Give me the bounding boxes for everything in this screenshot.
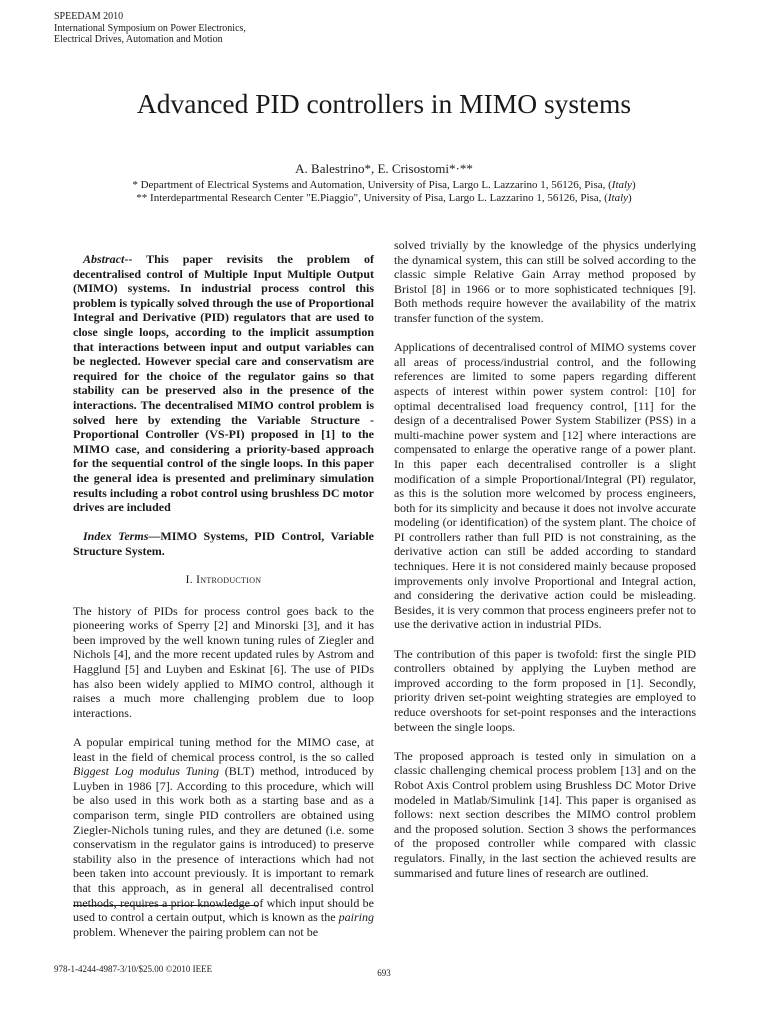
index-terms-lead: Index Terms bbox=[83, 529, 149, 544]
right-paragraph-2: Applications of decentralised control of MIMO systems cover all areas of process/industrial control, and the following references are limited to some papers regarding different aspects of interest within power system control: [10] for optimal decentralised load frequency control, [11] for the design of a decentralised Power System Stabilizer (PSS) in a multi-machine power system and [12] where interactions are compensated to enlarge the operative range of a power plant. In this paper each decentralised controller is a slight modification of a simple Proportional/Integral (PI) regulator, as this is the solution more welcomed by process engineers, both for its simplicity and because it does not involve accurate modeling (or identification) of the system plant. The choice of PI controllers rather than full PID is not constraining, as the derivative action can still be added according to standard techniques. Here it is not considered mainly because proposed improvements only involve Proportional and Integral action, and considering the derivative action could be misleading. Besides, it is very common that process engineers prefer not to use the derivative action in industrial PIDs. bbox=[394, 340, 696, 632]
right-column bbox=[394, 238, 696, 895]
affiliation-1 bbox=[0, 179, 768, 192]
intro-paragraph-2-b: (BLT) method, introduced by Luyben in 1986 [7]. According to this procedure, which will be also used in this work both as a starting base and as a comparison term, single PID controllers are obtained using Ziegler-Nichols tuning rules, and they are detuned (i.e. some conservatism in the regulator gains is introduced) to preserve stability also in the presence of interactions which had not been taken into account previously. It is important to remark that this approach, as in general all decentralised control methods, requires a prior knowledge of which input should be used to control a certain output, which is known as the bbox=[73, 764, 374, 925]
footer-isbn: 978-1-4244-4987-3/10/$25.00 ©2010 IEEE bbox=[54, 964, 213, 974]
intro-paragraph-2 bbox=[73, 735, 374, 939]
affiliation-2-country: Italy bbox=[607, 192, 629, 204]
affiliation-1-text: * Department of Electrical Systems and Automation, University of Pisa, Largo L. Lazzarino 1, 56126, Pisa, ( bbox=[132, 179, 612, 191]
conference-header bbox=[54, 11, 246, 46]
page-number: 693 bbox=[377, 968, 391, 978]
right-paragraph-1: solved trivially by the knowledge of the physics underlying the dynamical system, this can still be solved according to the classic simple Relative Gain Array method proposed by Bristol [8] in 1966 or to more sophisticated techniques [9]. Both methods require however the availability of the matrix transfer function of the system. bbox=[394, 238, 696, 325]
abstract bbox=[73, 252, 374, 515]
conference-subtitle-line2: Electrical Drives, Automation and Motion bbox=[54, 34, 223, 45]
conference-name: SPEEDAM 2010 bbox=[54, 11, 124, 22]
affiliation-2-close: ) bbox=[628, 192, 632, 204]
section-title: Introduction bbox=[196, 574, 262, 587]
affiliation-2 bbox=[0, 192, 768, 205]
left-column bbox=[73, 238, 374, 954]
intro-paragraph-1: The history of PIDs for process control goes back to the pioneering works of Sperry [2] and Minorski [3], and it has been improved by the well known tuning rules of Ziegler and Nichols [4], and the more recent updated rules by Astrom and Hagglund [5] and Luyben and Eskinat [6]. The use of PIDs has also been widely applied to MIMO control, although it raises a much more challenging problem due to loop interactions. bbox=[73, 603, 374, 720]
conference-subtitle-line1: International Symposium on Power Electronics, bbox=[54, 22, 246, 34]
affiliation-1-country: Italy bbox=[611, 179, 632, 191]
abstract-body: -- This paper revisits the problem of decentralised control of Multiple Input Multiple Output (MIMO) systems. In industrial process control this problem is typically solved through the use of Proportional Integral and Derivative (PID) regulators that are used to close single loops, according to the implicit assumption that interactions between input and output variables can be neglected. However special care and conservatism are required for the choice of the regulator gains so that stability can be preserved also in the presence of the interactions. The decentralised MIMO control problem is solved here by extending the Variable Structure - Proportional Controller (VS-PI) proposed in [1] to the MIMO case, and considering a priority-based approach for the sequential control of the single loops. In this paper the general idea is presented and preliminary simulation results including a robot control using brushless DC motor drives are included bbox=[73, 252, 374, 515]
intro-paragraph-2-c: problem. Whenever the pairing problem can not be bbox=[73, 924, 319, 939]
right-paragraph-3: The contribution of this paper is twofold: first the single PID controllers obtained by applying the Luyben method are improved according to the form proposed in [1]. Secondly, priority driven set-point weighting strategies are employed to reduce overshoots for set-point responses and the interactions between the single loops. bbox=[394, 646, 696, 734]
paper-title: Advanced PID controllers in MIMO systems bbox=[136, 88, 632, 119]
intro-paragraph-2-italic2: pairing bbox=[338, 910, 374, 925]
affiliation-1-close: ) bbox=[631, 179, 636, 191]
paper-authors: A. Balestrino*, E. Crisostomi*·** bbox=[295, 161, 473, 176]
intro-paragraph-2-italic: Biggest Log modulus Tuning bbox=[73, 764, 220, 779]
intro-paragraph-2-a: A popular empirical tuning method for the MIMO case, at least in the field of chemical process control, is the so called bbox=[73, 735, 374, 764]
abstract-lead: Abstract bbox=[83, 252, 125, 266]
footnote-rule bbox=[73, 905, 258, 906]
index-terms bbox=[73, 529, 374, 558]
section-numeral: I. bbox=[185, 574, 193, 587]
affiliation-2-text: ** Interdepartmental Research Center "E.Piaggio", University of Pisa, Largo L. Lazzarino 1, 56126, Pisa, ( bbox=[136, 192, 608, 204]
index-terms-body: —MIMO Systems, PID Control, Variable Structure System. bbox=[73, 529, 375, 558]
section-heading-introduction bbox=[73, 573, 374, 588]
right-paragraph-4: The proposed approach is tested only in simulation on a classic challenging chemical process problem [13] and on the Robot Axis Control problem using Brushless DC Motor Drive modeled in Matlab/Simulink [14]. This paper is organised as follows: next section describes the MIMO control problem and the proposed solution. Section 3 shows the performances of the proposed controller while compared with classic regulators. Finally, in the last section the achieved results are summarised and future lines of research are outlined. bbox=[394, 748, 696, 880]
